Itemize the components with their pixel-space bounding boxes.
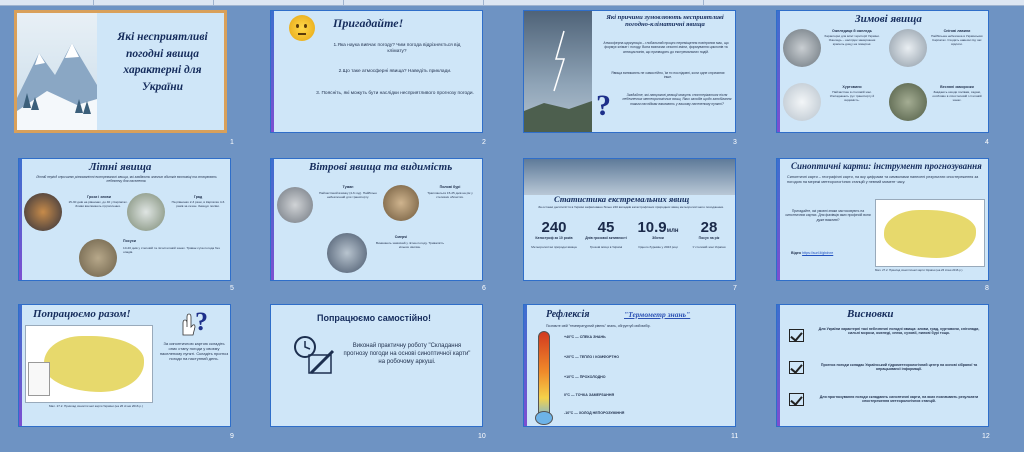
stat-unit: млн xyxy=(666,228,679,234)
landscape-banner xyxy=(524,159,736,195)
item-name: Грози і зливи xyxy=(87,195,111,199)
slide-thumbnail-4[interactable] xyxy=(776,10,989,133)
intro-text: Позначте свій "температурний рівень" знань, обгрунтуй свій вибір. xyxy=(546,324,651,328)
avalanche-image xyxy=(889,29,927,67)
slide-thumbnail-8[interactable] xyxy=(776,158,989,281)
hail-image xyxy=(127,193,165,231)
item-text: 15-30 днів на рівнинах, до 40 у Карпатах. Зливи викликають підтоплення. xyxy=(68,200,128,208)
slide-thumbnail-2[interactable] xyxy=(270,10,483,133)
question-2: 2.Що таке атмосферні явища? Наведіть приклади. xyxy=(338,69,452,74)
ukraine-map-shape xyxy=(884,210,976,258)
slide-number: 7 xyxy=(733,285,737,292)
slide-thumbnail-7[interactable] xyxy=(523,158,736,281)
slide-title: Статистика екстремальних явищ xyxy=(554,194,690,204)
level-4[interactable]: 0°C — ТОЧКА ЗАМЕРЗАННЯ xyxy=(564,393,615,397)
item-name: Хуртовини xyxy=(842,85,862,89)
toolbar-tab[interactable] xyxy=(280,0,344,5)
blizzard-image xyxy=(783,83,821,121)
item-name: Весняні заморозки xyxy=(940,85,974,89)
slide-number: 2 xyxy=(482,139,486,146)
toolbar-tab[interactable] xyxy=(420,0,484,5)
stat-block xyxy=(632,219,684,250)
synoptic-map xyxy=(25,325,153,403)
item-text: Трапляються 15-25 днів на рік у степових областях. xyxy=(427,191,473,199)
item-text: Найчастіший взимку (4-6 год). Найбільш небезпечний для транспорту. xyxy=(319,191,377,199)
stat-note: У степовій зоні України xyxy=(692,245,726,250)
checkbox-icon xyxy=(789,329,804,342)
item-name: Снігові лавини xyxy=(943,29,971,33)
slide-title: Вітрові явища та видимість xyxy=(309,161,453,173)
slide-title: Синоптичні карти: інструмент прогнозування xyxy=(791,161,982,171)
map-legend xyxy=(28,362,50,396)
fog-image xyxy=(277,187,313,223)
item-text: Найчастіше в степовій зоні. Ускладнюють рух транспорту й видимість. xyxy=(829,90,875,102)
slide-title: Попрацюємо самостійно! xyxy=(317,313,432,323)
slide-number: 9 xyxy=(230,433,234,440)
item-text: 10-20 днів у степовій та лісостеповій зонах. Триває суха погода без опадів. xyxy=(123,246,220,254)
item-text: На рівнинах 2-3 рази, в Карпатах 4-6 разів за сезон. Знищує посіви. xyxy=(171,200,225,208)
map-caption: Мал. 27.2. Приклад синоптичної карти України (на 26 січня 2016 р.) xyxy=(875,268,963,272)
slide-thumbnail-11[interactable] xyxy=(523,304,736,427)
stat-label: Посух на рік xyxy=(698,236,720,240)
question-mark-icon: ? xyxy=(596,89,611,122)
stat-value: 28 xyxy=(700,219,718,236)
item-name: Посухи xyxy=(123,239,136,243)
item-text: Завдають шкоди посівам, садам, особливо в лісостеповій і степовій зонах. xyxy=(932,90,982,102)
paragraph-2: Явища виникають не самостійно, їм ти послідовні, коли одне спричиняє інше. xyxy=(611,71,725,80)
item-text: Найбільша небезпека в Українських Карпатах. Сходять навесні під час відлиги. xyxy=(931,34,983,46)
pencil-paper-icon xyxy=(291,333,335,377)
question-3: 3. Поясніть, які можуть бути наслідки несприятливого прогнозу погоди. xyxy=(316,91,474,96)
stat-block xyxy=(528,219,580,250)
toolbar-tab[interactable] xyxy=(640,0,704,5)
slide-thumbnail-5[interactable] xyxy=(18,158,231,281)
accent-bar xyxy=(777,11,780,132)
accent-bar xyxy=(19,159,22,280)
video-link[interactable]: https://surl.li/gbdvre xyxy=(802,251,834,255)
intro-text: Літній період спричиняє різноманітні екстремальні явища, які завдають значних збитків економіці та створюють небезпеку для населення. xyxy=(36,175,217,184)
slide-subtitle: "Термометр знань" xyxy=(624,310,691,319)
drought-image xyxy=(79,239,117,277)
storm-image xyxy=(524,11,592,133)
stat-value: 45 xyxy=(597,219,615,236)
ukraine-map-shape xyxy=(44,336,144,392)
paragraph-3: Згадайте, які ланцюгові реакції можуть спостерігатися після небезпечних метеорологічних явищ. Яких заходів щодо запобігання таким наслідкам вживають у вашому населеному пункті? xyxy=(622,93,732,106)
level-5[interactable]: -10°C — ХОЛОД НЕПОРОЗУМІННЯ xyxy=(564,411,625,415)
slide-thumbnail-10[interactable] xyxy=(270,304,483,427)
question-mark-icon: ? xyxy=(195,307,208,336)
accent-bar xyxy=(271,159,274,280)
slide-title: Пригадайте! xyxy=(333,16,404,30)
slide-title: Які несприятливі погодні явища характерні для України xyxy=(117,31,208,94)
stat-note: Метеорологічні природні явища xyxy=(531,245,577,250)
stat-label: Днів грозової активності xyxy=(585,236,627,240)
map-caption: Мал. 27.2. Приклад синоптичної карти України (на 26 січня 2016 р.) xyxy=(49,404,143,408)
slide-title: Які причини зумовлюють несприятливі погодно-кліматичні явища xyxy=(606,14,724,28)
hand-icon xyxy=(177,313,197,337)
stat-block xyxy=(684,219,734,250)
stat-block xyxy=(580,219,632,250)
item-name: Туман xyxy=(342,185,354,189)
dust-storm-image xyxy=(383,185,419,221)
stat-label: Катастроф за 10 років xyxy=(535,236,573,240)
accent-bar xyxy=(271,11,274,132)
item-name: Смерчі xyxy=(394,235,408,239)
conclusion-1: Для України характерні такі небезпечні погодні явища: зливи, град, хуртовини, снігопади, сильні морози, ожеледі, спека, суховії, пилові бурі тощо. xyxy=(818,327,980,336)
slide-number: 12 xyxy=(982,433,990,440)
top-toolbar-strip xyxy=(0,0,1024,6)
slide-thumbnail-1[interactable] xyxy=(14,10,227,133)
question-text: Пригадайте, які умовні знаки застосовують на синоптичних картах. Для фахівців яких професій вони дуже важливі? xyxy=(785,209,871,222)
slide-number: 3 xyxy=(733,139,737,146)
accent-bar xyxy=(777,159,780,280)
paragraph-1: Атмосферна циркуляція – глобальний процес переміщення повітряних мас, що формує клімат і погоду. Вона визначає сезонні зміни, формування циклонів та антициклонів, що призводять до екстремальних подій. xyxy=(603,41,729,54)
slide-thumbnail-9[interactable] xyxy=(18,304,231,427)
slide-title: Зимові явища xyxy=(855,13,922,25)
accent-bar xyxy=(19,305,22,426)
level-2[interactable]: +20°C — ТЕПЛО І КОМФОРТНО xyxy=(564,355,619,359)
slide-title: Висновки xyxy=(847,308,894,320)
definition-text: Синоптичні карти – географічні карти, на яку цифрами та символами нанесені результати спостереження за погодою на мережі метеорологічних станцій у певний момент часу. xyxy=(787,175,979,184)
conclusion-2: Прогноз погоди складає Український гідрометеорологічний центр на основі зібраної та опрацьованої інформації. xyxy=(820,363,978,372)
item-text: Характерні для всієї території України. Ожеледь – наслідок замерзання крапель дощу на поверхні. xyxy=(824,34,880,46)
level-1[interactable]: +40°C — СПЕКА ЗНАНЬ xyxy=(564,335,606,339)
stat-number: 10.9 xyxy=(637,219,667,236)
stat-label: Збитки xyxy=(652,236,664,240)
tornado-image xyxy=(327,233,367,273)
slide-thumbnail-6[interactable] xyxy=(270,158,483,281)
slide-thumbnail-3[interactable] xyxy=(523,10,736,133)
checkbox-icon xyxy=(789,393,804,406)
frost-image xyxy=(889,83,927,121)
thermometer-bulb xyxy=(535,411,553,425)
synoptic-map xyxy=(875,199,985,267)
slide-title: Рефлексія xyxy=(546,309,590,320)
task-text: Виконай практичну роботу "Складання прогнозу погоди на основі синоптичної карти" на робочому аркуші. xyxy=(343,343,471,365)
slide-number: 8 xyxy=(985,285,989,292)
item-name: Ожеледиця й ожеледь xyxy=(832,29,872,33)
mountain-image xyxy=(17,13,97,130)
conclusion-3: Для прогнозування погоди складають синоптичні карти, на яких позначають результати спостереження метеорологічних станцій. xyxy=(819,395,979,404)
intro-text: За останні десятиліття в Україні зафіксовано більш 240 випадків катастрофічних природних явищ метеорологічного походження. xyxy=(538,205,724,209)
slide-number: 6 xyxy=(482,285,486,292)
slide-title: Попрацюємо разом! xyxy=(33,308,131,320)
ice-image xyxy=(783,29,821,67)
stat-value: 240 xyxy=(541,219,567,236)
accent-bar xyxy=(777,305,780,426)
stat-value xyxy=(632,219,684,236)
thinking-emoji-icon xyxy=(289,15,315,41)
accent-bar xyxy=(524,305,527,426)
stat-note: Грозові місця в Україні xyxy=(589,245,623,250)
slide-number: 10 xyxy=(478,433,486,440)
slide-thumbnail-12[interactable] xyxy=(776,304,989,427)
slide-number: 5 xyxy=(230,285,234,292)
video-link-row xyxy=(791,251,881,255)
level-3[interactable]: +10°C — ПРОХОЛОДНО xyxy=(564,375,606,379)
thermometer-icon xyxy=(538,331,550,421)
slide-title: Літні явища xyxy=(89,161,152,173)
item-name: Пилові бурі xyxy=(439,185,461,189)
item-text: Виникають зазвичай у літню погоду. Тривалість кількох хвилин. xyxy=(376,241,444,249)
checkbox-icon xyxy=(789,361,804,374)
item-name: Град xyxy=(193,195,203,199)
storm-image xyxy=(24,193,62,231)
stat-note: Одного буревію у 2023 році xyxy=(638,245,678,250)
link-label: Відео xyxy=(791,251,802,255)
slide-number: 4 xyxy=(985,139,989,146)
toolbar-tab[interactable] xyxy=(150,0,214,5)
question-1: 1.Яка наука вивчає погоду? Чим погода відрізняється від клімату? xyxy=(333,43,461,54)
task-text: За синоптичною картою складіть опис стану погоди у своєму населеному пункті. Складіть прогноз погоди на наступний день. xyxy=(159,341,229,361)
toolbar-tab[interactable] xyxy=(30,0,94,5)
slide-number: 11 xyxy=(731,433,739,440)
slide-number: 1 xyxy=(230,139,234,146)
